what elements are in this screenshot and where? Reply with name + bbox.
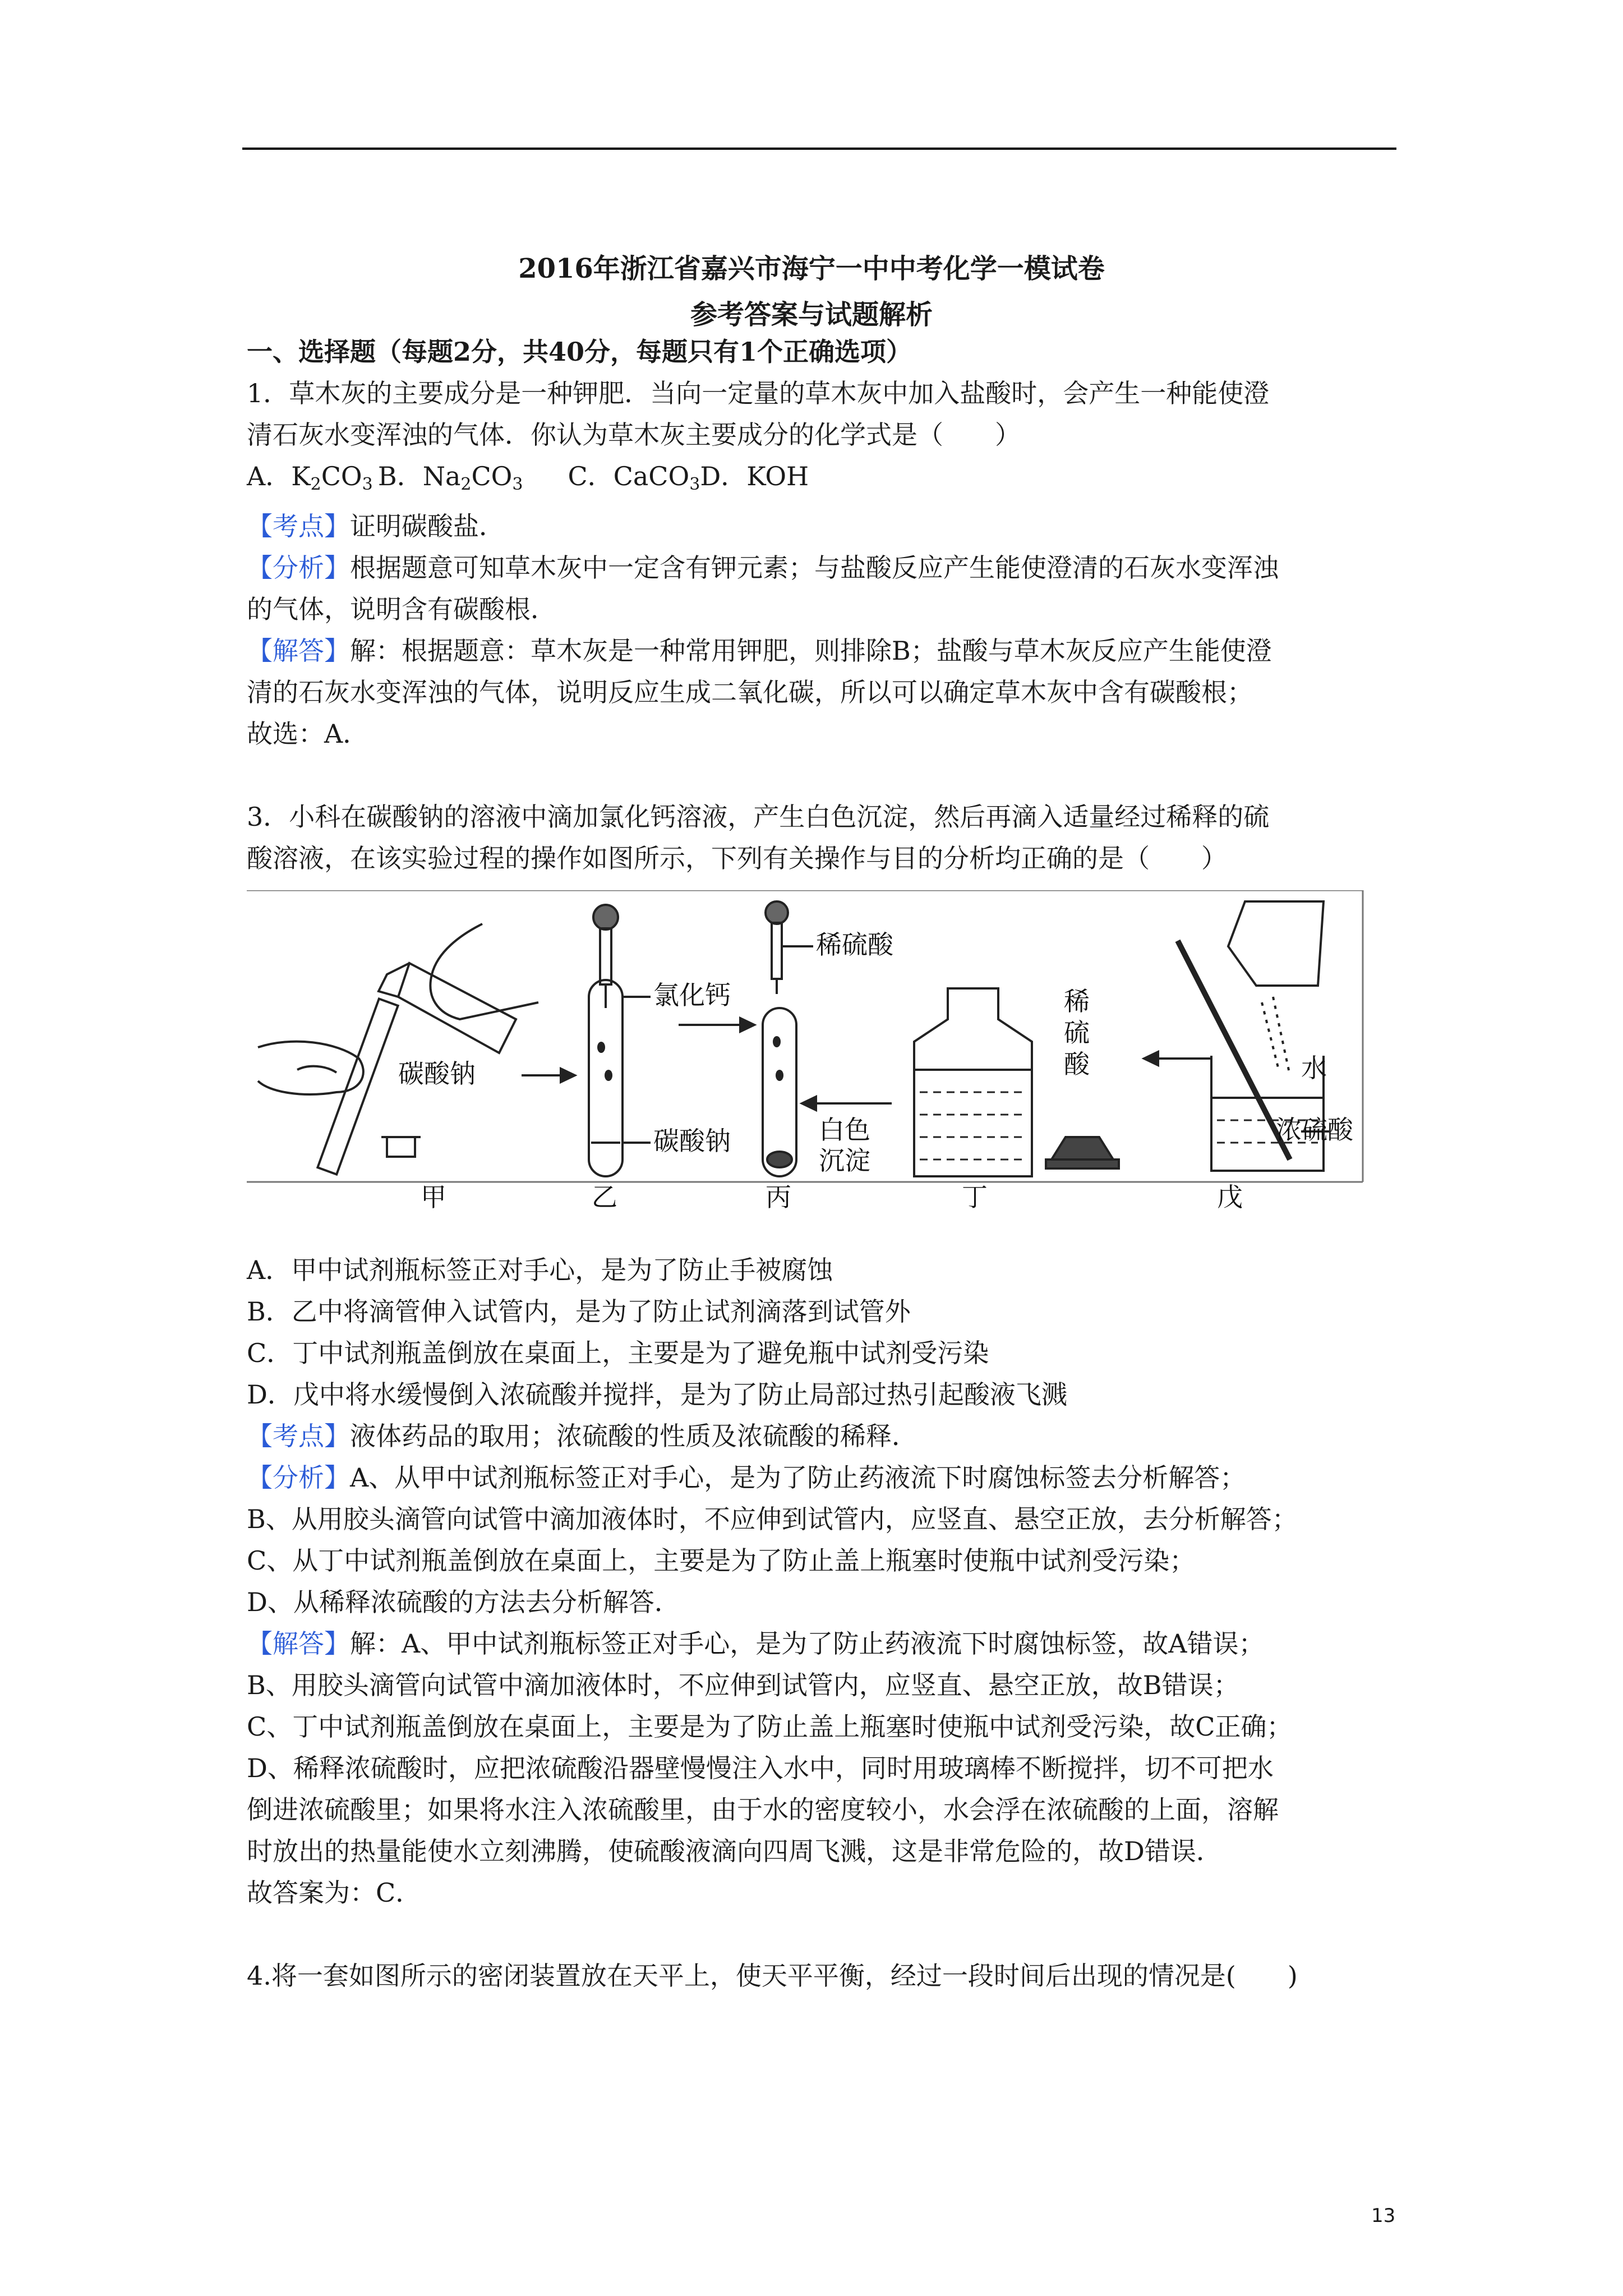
q1-jieda-line1: 【解答】解：根据题意：草木灰是一种常用钾肥，则排除B；盐酸与草木灰反应产生能使澄 (247, 636, 1272, 666)
q1-option-c: C．CaCO$_3$ (568, 461, 700, 494)
q3-stem-line2: 酸溶液，在该实验过程的操作如图所示，下列有关操作与目的分析均正确的是（ ） (247, 843, 1227, 873)
experiment-figure (247, 890, 1368, 1216)
q3-option-b: B．乙中将滴管伸入试管内，是为了防止试剂滴落到试管外 (247, 1296, 911, 1327)
dropper-tube-bing (772, 923, 782, 979)
q1-stem-line2: 清石灰水变浑浊的气体．你认为草木灰主要成分的化学式是（ ） (247, 420, 1021, 450)
label-calcium-chloride: 氯化钙 (653, 980, 731, 1010)
section-heading: 一、选择题（每题2分，共40分，每题只有1个正确选项） (247, 337, 912, 367)
reagent-bottle (398, 963, 516, 1053)
step-label-bing: 丙 (766, 1182, 791, 1212)
q3-fenxi-line2: B、从用胶头滴管向试管中滴加液体时，不应伸到试管内，应竖直、悬空正放，去分析解答； (247, 1504, 1298, 1534)
experiment-drawing (247, 890, 1368, 1216)
dropper-bulb-bing (766, 901, 788, 924)
bottle-stopper (1052, 1137, 1113, 1159)
jieda-tag: 【解答】 (247, 636, 350, 666)
label-white: 白色 (819, 1115, 870, 1145)
reagent-bottle-ding (914, 988, 1032, 1176)
pouring-beaker (1228, 901, 1324, 986)
step-label-ding: 丁 (962, 1182, 988, 1212)
label-sodium-carbonate-yi: 碳酸钠 (653, 1126, 731, 1156)
q3-jieda-line4: D、稀释浓硫酸时，应把浓硫酸沿器壁慢慢注入水中，同时用玻璃棒不断搅拌，切不可把水 (247, 1753, 1274, 1783)
white-precipitate (767, 1152, 792, 1167)
label-water: 水 (1301, 1053, 1327, 1083)
q1-answer: 故选：A． (247, 719, 369, 749)
document-body (247, 331, 1402, 1996)
q3-fenxi-line1: 【分析】A、从甲中试剂瓶标签正对手心，是为了防止药液流下时腐蚀标签去分析解答； (247, 1462, 1246, 1493)
finger-line (297, 1066, 336, 1073)
header-rule (242, 148, 1396, 150)
q3-fenxi-line4: D、从稀释浓硫酸的方法去分析解答． (247, 1587, 680, 1617)
page-title: 2016年浙江省嘉兴市海宁一中中考化学一模试卷 (518, 253, 1105, 284)
upper-hand-outline (430, 924, 538, 1019)
bottle-cap (387, 1137, 415, 1157)
q3-fenxi-line3: C、从丁中试剂瓶盖倒放在桌面上，主要是为了防止盖上瓶塞时使瓶中试剂受污染； (247, 1545, 1196, 1576)
q1-jieda-line2: 清的石灰水变浑浊的气体，说明反应生成二氧化碳，所以可以确定草木灰中含有碳酸根； (247, 677, 1253, 707)
q1-option-a: A．$K_2CO_3$ (247, 461, 373, 494)
label-concentrated-sulfuric-acid: 浓硫酸 (1276, 1115, 1353, 1145)
dropper-bulb-yi (593, 905, 618, 930)
q3-jieda-line3: C、丁中试剂瓶盖倒放在桌面上，主要是为了防止盖上瓶塞时使瓶中试剂受污染，故C正确； (247, 1711, 1293, 1742)
q1-fenxi-line2: 的气体，说明含有碳酸根． (247, 594, 556, 624)
label-precipitate: 沉淀 (819, 1145, 870, 1176)
jieda-tag: 【解答】 (247, 1628, 350, 1659)
q3-jieda-line1: 【解答】解：A、甲中试剂瓶标签正对手心，是为了防止药液流下时腐蚀标签，故A错误； (247, 1628, 1265, 1659)
label-sodium-carbonate-jia: 碳酸钠 (398, 1059, 476, 1089)
q3-kaodian: 【考点】液体药品的取用；浓硫酸的性质及浓硫酸的稀释． (247, 1421, 917, 1451)
step-label-wu: 戊 (1217, 1182, 1243, 1212)
label-dilute-sulfuric-acid: 稀硫酸 (816, 930, 893, 960)
kaodian-tag: 【考点】 (247, 1421, 350, 1451)
q3-jieda-line6: 时放出的热量能使水立刻沸腾，使硫酸液滴向四周飞溅，这是非常危险的，故D错误． (247, 1836, 1222, 1866)
step-label-jia: 甲 (421, 1182, 446, 1212)
dropper-tube-yi (600, 928, 611, 984)
q1-option-d: D．KOH (700, 461, 809, 491)
fenxi-tag: 【分析】 (247, 553, 350, 583)
kaodian-tag: 【考点】 (247, 511, 350, 541)
q1-fenxi-line1: 【分析】根据题意可知草木灰中一定含有钾元素；与盐酸反应产生能使澄清的石灰水变浑浊 (247, 553, 1279, 583)
page-number: 13 (1371, 2205, 1396, 2227)
label-dilute-sulfuric-acid-vertical: 稀硫酸 (1064, 986, 1090, 1079)
fenxi-tag: 【分析】 (247, 1462, 350, 1493)
page-subtitle: 参考答案与试题解析 (690, 299, 933, 330)
q3-answer: 故答案为：C． (247, 1878, 422, 1908)
glass-rod (1178, 941, 1290, 1159)
q3-stem-line1: 3．小科在碳酸钠的溶液中滴加氯化钙溶液，产生白色沉淀，然后再滴入适量经过稀释的硫 (247, 802, 1270, 832)
q3-jieda-line5: 倒进浓硫酸里；如果将水注入浓硫酸里，由于水的密度较小，水会浮在浓硫酸的上面，溶解 (247, 1795, 1279, 1825)
q1-option-b: B．$Na_2CO_3$ (377, 461, 523, 494)
q3-option-c: C．丁中试剂瓶盖倒放在桌面上，主要是为了避免瓶中试剂受污染 (247, 1338, 989, 1368)
q3-jieda-line2: B、用胶头滴管向试管中滴加液体时，不应伸到试管内，应竖直、悬空正放，故B错误； (247, 1670, 1239, 1700)
q1-stem-line1: 1．草木灰的主要成分是一种钾肥．当向一定量的草木灰中加入盐酸时，会产生一种能使澄 (247, 378, 1270, 408)
q1-options (247, 455, 1402, 505)
q3-option-d: D．戊中将水缓慢倒入浓硫酸并搅拌，是为了防止局部过热引起酸液飞溅 (247, 1379, 1067, 1410)
q3-option-a: A．甲中试剂瓶标签正对手心，是为了防止手被腐蚀 (247, 1255, 833, 1285)
q4-stem: 4.将一套如图所示的密闭装置放在天平上，使天平平衡，经过一段时间后出现的情况是( ) (247, 1961, 1298, 1991)
step-label-yi: 乙 (592, 1182, 617, 1212)
q1-kaodian: 【考点】证明碳酸盐． (247, 511, 505, 541)
